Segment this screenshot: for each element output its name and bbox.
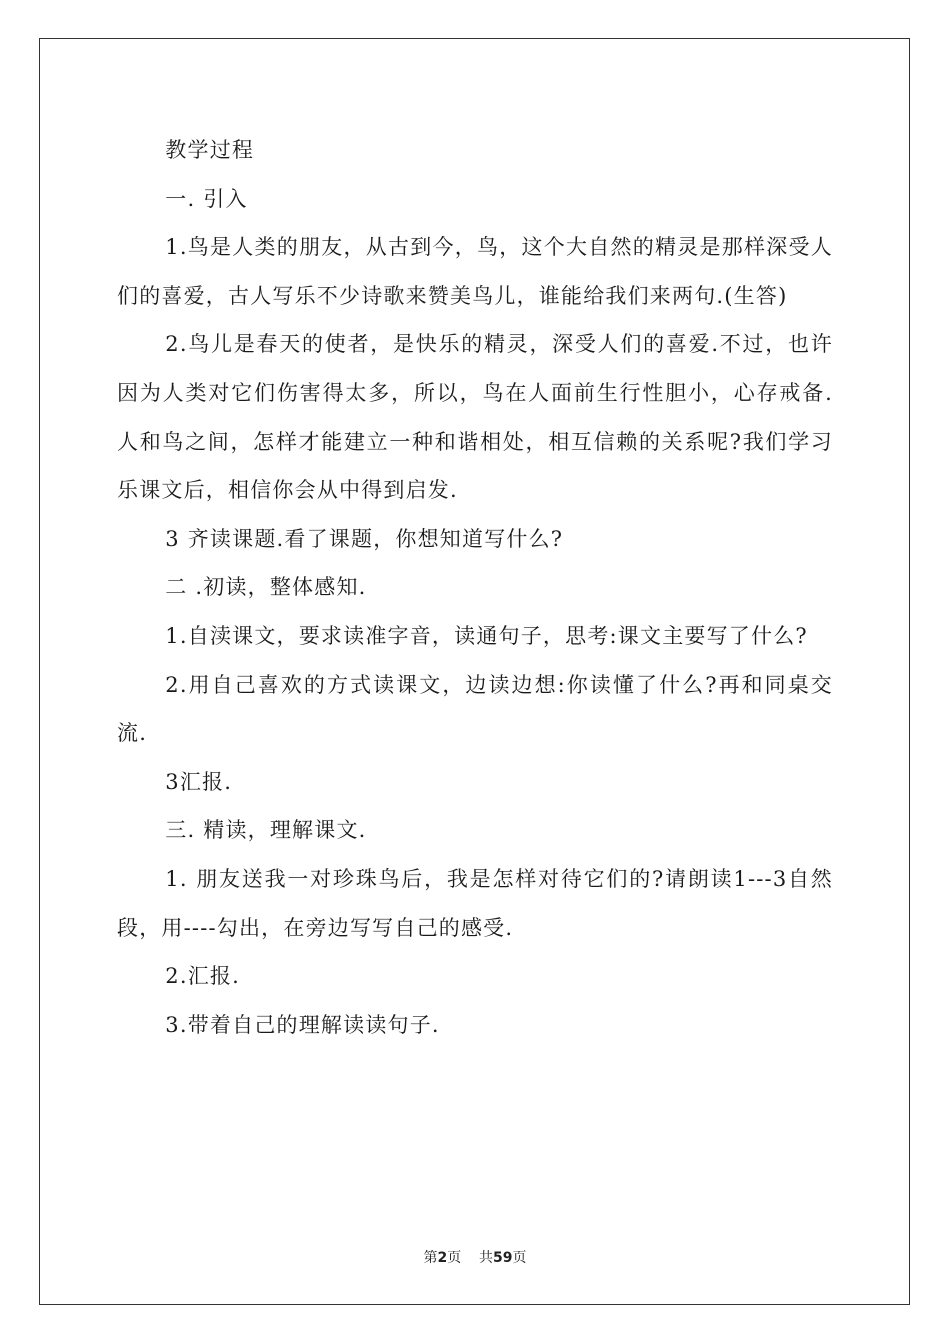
total-suffix: 页 bbox=[512, 1250, 527, 1266]
paragraph: 1. 朋友送我一对珍珠鸟后，我是怎样对待它们的?请朗读1---3自然段，用----勾出，在旁边写写自己的感受. bbox=[117, 866, 833, 940]
page-suffix: 页 bbox=[447, 1250, 462, 1266]
paragraph: 3 齐读课题.看了课题，你想知道写什么? bbox=[165, 526, 564, 551]
paragraph: 3.带着自己的理解读读句子. bbox=[165, 1012, 440, 1037]
document-body bbox=[117, 126, 833, 1049]
page-number: 2 bbox=[437, 1250, 448, 1266]
total-prefix: 共 bbox=[479, 1250, 494, 1266]
paragraph: 2.用自己喜欢的方式读课文，边读边想:你读懂了什么?再和同桌交流. bbox=[117, 672, 833, 746]
paragraph: 3汇报. bbox=[165, 769, 233, 794]
section-heading-first-reading: 二 .初读，整体感知. bbox=[165, 575, 367, 600]
section-heading-teaching-process: 教学过程 bbox=[165, 138, 255, 162]
section-heading-close-reading: 三. 精读，理解课文. bbox=[165, 818, 367, 843]
page-footer bbox=[0, 1247, 950, 1267]
section-heading-intro: 一. 引入 bbox=[165, 186, 248, 211]
page-prefix: 第 bbox=[423, 1250, 438, 1266]
total-pages: 59 bbox=[493, 1250, 513, 1266]
paragraph: 1.鸟是人类的朋友，从古到今，鸟，这个大自然的精灵是那样深受人们的喜爱，古人写乐不少诗歌来赞美鸟儿，谁能给我们来两句.(生答) bbox=[117, 235, 833, 308]
paragraph: 2.鸟儿是春天的使者，是快乐的精灵，深受人们的喜爱.不过，也许因为人类对它们伤害得太多，所以，鸟在人面前生行性胆小，心存戒备.人和鸟之间，怎样才能建立一种和谐相处，相互信赖的关系呢?我们学习乐课文后，相信你会从中得到启发. bbox=[117, 332, 833, 503]
paragraph: 1.自渎课文，要求读准字音，读通句子，思考:课文主要写了什么? bbox=[165, 623, 808, 648]
paragraph: 2.汇报. bbox=[165, 964, 241, 989]
